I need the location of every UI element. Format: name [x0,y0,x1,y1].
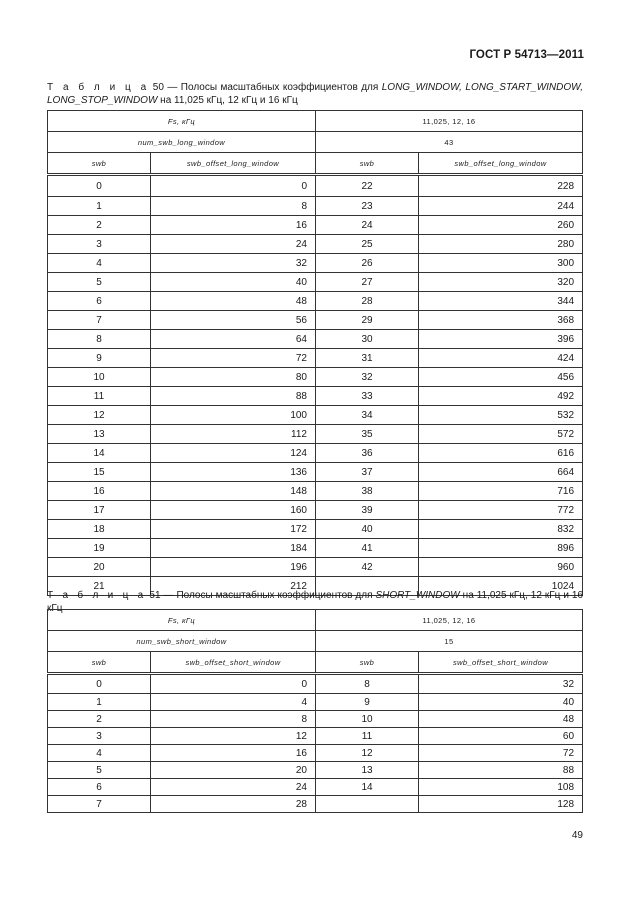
table-50 [47,110,583,596]
swb-cell: 39 [316,501,419,520]
document-header: ГОСТ Р 54713—2011 [469,49,584,61]
offset-cell: 88 [419,762,583,779]
table-row [48,463,583,482]
offset-cell: 124 [151,444,316,463]
table-row [48,254,583,273]
swb-cell: 21 [48,577,151,596]
swb-cell: 16 [48,482,151,501]
num-swb-value: 43 [316,132,583,153]
table-row [48,558,583,577]
offset-cell: 184 [151,539,316,558]
swb-cell: 26 [316,254,419,273]
offset-cell: 136 [151,463,316,482]
swb-cell [316,796,419,813]
table-row [48,674,583,694]
caption-number: 50 — Полосы масштабных коэффициентов для [149,82,382,93]
table-row [48,539,583,558]
table-51 [47,609,583,813]
table-row [48,330,583,349]
offset-cell: 0 [151,674,316,694]
fs-value: 11,025, 12, 16 [316,111,583,132]
table-row [48,728,583,745]
swb-cell: 18 [48,520,151,539]
swb-cell: 33 [316,387,419,406]
swb-cell: 30 [316,330,419,349]
offset-cell: 300 [419,254,583,273]
swb-cell: 20 [48,558,151,577]
offset-cell: 368 [419,311,583,330]
offset-cell: 616 [419,444,583,463]
offset-cell: 28 [151,796,316,813]
fs-value: 11,025, 12, 16 [316,610,583,631]
swb-cell: 5 [48,762,151,779]
col-header-swb: swb [48,153,151,175]
col-header-swb: swb [316,153,419,175]
swb-cell: 35 [316,425,419,444]
swb-cell: 31 [316,349,419,368]
swb-cell: 32 [316,368,419,387]
swb-cell: 29 [316,311,419,330]
col-header-swb: swb [48,652,151,674]
offset-cell: 80 [151,368,316,387]
fs-row [48,610,583,631]
offset-cell: 572 [419,425,583,444]
col-header-offset: swb_offset_long_window [151,153,316,175]
swb-cell: 2 [48,711,151,728]
offset-cell: 772 [419,501,583,520]
offset-cell: 24 [151,779,316,796]
offset-cell: 160 [151,501,316,520]
page-number: 49 [571,830,583,841]
offset-cell: 100 [151,406,316,425]
table-row [48,482,583,501]
swb-cell: 14 [48,444,151,463]
column-header-row [48,652,583,674]
offset-cell: 88 [151,387,316,406]
swb-cell: 11 [316,728,419,745]
caption-number: 51 — Полосы масштабных коэффициентов для [146,590,376,601]
offset-cell: 40 [419,694,583,711]
offset-cell: 212 [151,577,316,596]
offset-cell: 896 [419,539,583,558]
offset-cell: 172 [151,520,316,539]
offset-cell: 16 [151,745,316,762]
offset-cell: 244 [419,197,583,216]
swb-cell: 7 [48,311,151,330]
swb-cell: 42 [316,558,419,577]
caption-window-names: LONG_WINDOW, LONG_START_WINDOW, LONG_STOP_WINDOW [47,82,583,106]
swb-cell: 14 [316,779,419,796]
swb-cell: 1 [48,197,151,216]
swb-cell: 15 [48,463,151,482]
col-header-offset: swb_offset_short_window [151,652,316,674]
table-row [48,175,583,197]
table-row [48,745,583,762]
offset-cell: 32 [151,254,316,273]
swb-cell: 1 [48,694,151,711]
caption-window-names: SHORT_WINDOW [375,590,460,601]
swb-cell: 12 [48,406,151,425]
fs-row [48,111,583,132]
table-50-body [48,111,583,596]
offset-cell: 396 [419,330,583,349]
offset-cell: 48 [151,292,316,311]
swb-cell: 22 [316,175,419,197]
offset-cell: 64 [151,330,316,349]
swb-cell: 25 [316,235,419,254]
offset-cell: 492 [419,387,583,406]
offset-cell: 72 [419,745,583,762]
swb-cell: 11 [48,387,151,406]
swb-cell: 13 [316,762,419,779]
col-header-offset: swb_offset_short_window [419,652,583,674]
swb-cell: 24 [316,216,419,235]
swb-cell: 2 [48,216,151,235]
offset-cell: 12 [151,728,316,745]
num-swb-value: 15 [316,631,583,652]
fs-label: Fs, кГц [48,111,316,132]
table-row [48,273,583,292]
table-row [48,762,583,779]
table-row [48,501,583,520]
offset-cell: 72 [151,349,316,368]
swb-cell: 34 [316,406,419,425]
offset-cell: 32 [419,674,583,694]
col-header-offset: swb_offset_long_window [419,153,583,175]
offset-cell: 60 [419,728,583,745]
offset-cell: 260 [419,216,583,235]
table-row [48,444,583,463]
offset-cell: 228 [419,175,583,197]
swb-cell: 9 [48,349,151,368]
table-row [48,520,583,539]
col-header-swb: swb [316,652,419,674]
offset-cell: 532 [419,406,583,425]
offset-cell: 128 [419,796,583,813]
swb-cell: 9 [316,694,419,711]
swb-cell: 8 [316,674,419,694]
table-row [48,216,583,235]
swb-cell: 28 [316,292,419,311]
caption-prefix: Т а б л и ц а [47,82,150,93]
offset-cell: 716 [419,482,583,501]
swb-cell: 37 [316,463,419,482]
swb-cell: 17 [48,501,151,520]
caption-suffix: на 11,025 кГц, 12 кГц и 16 кГц [47,590,583,614]
num-swb-row [48,132,583,153]
offset-cell: 8 [151,197,316,216]
swb-cell: 41 [316,539,419,558]
swb-cell: 12 [316,745,419,762]
table-row [48,311,583,330]
num-swb-label: num_swb_short_window [48,631,316,652]
offset-cell: 456 [419,368,583,387]
offset-cell: 40 [151,273,316,292]
offset-cell: 48 [419,711,583,728]
offset-cell: 344 [419,292,583,311]
swb-cell: 19 [48,539,151,558]
table-row [48,235,583,254]
swb-cell: 0 [48,175,151,197]
offset-cell: 148 [151,482,316,501]
table-row [48,711,583,728]
offset-cell: 8 [151,711,316,728]
offset-cell: 280 [419,235,583,254]
table-row [48,406,583,425]
swb-cell: 8 [48,330,151,349]
swb-cell: 3 [48,235,151,254]
swb-cell: 40 [316,520,419,539]
swb-cell: 10 [316,711,419,728]
table-row [48,292,583,311]
table-row [48,425,583,444]
swb-cell: 6 [48,292,151,311]
offset-cell: 664 [419,463,583,482]
offset-cell: 0 [151,175,316,197]
swb-cell: 4 [48,254,151,273]
swb-cell: 27 [316,273,419,292]
offset-cell: 196 [151,558,316,577]
offset-cell: 424 [419,349,583,368]
swb-cell: 3 [48,728,151,745]
offset-cell: 108 [419,779,583,796]
fs-label: Fs, кГц [48,610,316,631]
swb-cell: 23 [316,197,419,216]
table-row [48,197,583,216]
table-row [48,694,583,711]
swb-cell: 5 [48,273,151,292]
column-header-row [48,153,583,175]
num-swb-label: num_swb_long_window [48,132,316,153]
swb-cell: 13 [48,425,151,444]
caption-suffix: на 11,025 кГц, 12 кГц и 16 кГц [157,95,298,106]
offset-cell: 20 [151,762,316,779]
swb-cell: 6 [48,779,151,796]
table-row [48,349,583,368]
caption-prefix: Т а б л и ц а [47,590,147,601]
table-row [48,387,583,406]
table-row [48,796,583,813]
table-row [48,779,583,796]
offset-cell: 1024 [419,577,583,596]
swb-cell: 0 [48,674,151,694]
swb-cell: 7 [48,796,151,813]
offset-cell: 960 [419,558,583,577]
table-row [48,368,583,387]
offset-cell: 16 [151,216,316,235]
num-swb-row [48,631,583,652]
offset-cell: 320 [419,273,583,292]
offset-cell: 56 [151,311,316,330]
offset-cell: 24 [151,235,316,254]
table-51-body [48,610,583,813]
offset-cell: 832 [419,520,583,539]
offset-cell: 112 [151,425,316,444]
table-50-caption [47,81,583,107]
swb-cell: 4 [48,745,151,762]
swb-cell: 38 [316,482,419,501]
swb-cell: 36 [316,444,419,463]
offset-cell: 4 [151,694,316,711]
swb-cell: 10 [48,368,151,387]
